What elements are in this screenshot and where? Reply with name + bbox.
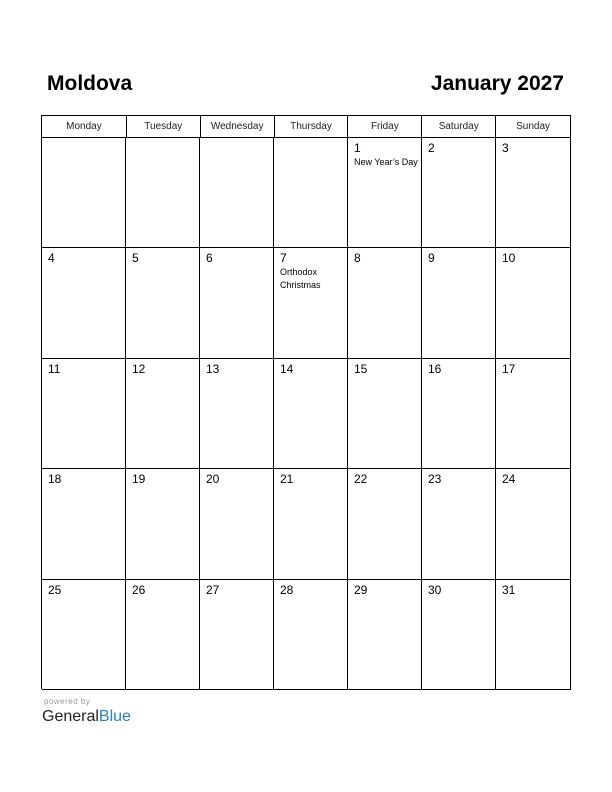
- day-cell: [126, 580, 200, 690]
- week-row-3: [42, 359, 571, 469]
- day-cell: [42, 138, 126, 248]
- day-cell: [200, 469, 274, 579]
- day-cell: [496, 138, 571, 248]
- day-number: 30: [428, 582, 442, 597]
- day-number: 7: [280, 251, 287, 266]
- day-number: 25: [48, 582, 62, 597]
- day-cell: [348, 138, 422, 248]
- day-cell: [274, 469, 348, 579]
- week-row-1: [42, 138, 571, 248]
- day-number: 29: [354, 582, 368, 597]
- day-number: 2: [428, 141, 435, 155]
- week-row-4: [42, 469, 571, 579]
- footer-branding: [42, 697, 131, 727]
- day-cell: [496, 248, 571, 358]
- holiday-label: New Year’s Day: [354, 157, 418, 167]
- weekday-sunday: Sunday: [496, 116, 571, 138]
- day-number: 19: [132, 472, 146, 487]
- day-number: 16: [428, 361, 442, 376]
- day-cell: [348, 580, 422, 690]
- week-row-5: [42, 580, 571, 690]
- calendar-grid: [41, 115, 571, 689]
- day-number: 27: [206, 582, 220, 597]
- day-cell: [126, 359, 200, 469]
- day-cell: [42, 359, 126, 469]
- day-number: 24: [502, 472, 516, 487]
- day-cell: [422, 580, 496, 690]
- day-number: 28: [280, 582, 294, 597]
- day-cell: [200, 248, 274, 358]
- day-cell: [274, 138, 348, 248]
- day-cell: [348, 469, 422, 579]
- day-number: 31: [502, 582, 516, 597]
- day-cell: [496, 359, 571, 469]
- day-number: 14: [280, 361, 294, 376]
- day-number: 22: [354, 472, 368, 487]
- day-cell: [200, 359, 274, 469]
- day-cell: [422, 248, 496, 358]
- day-number: 1: [354, 141, 361, 155]
- day-cell: [200, 138, 274, 248]
- day-number: 8: [354, 251, 361, 266]
- weekday-wednesday: Wednesday: [201, 116, 275, 138]
- day-number: 10: [502, 251, 516, 266]
- day-cell: [422, 359, 496, 469]
- week-row-2: [42, 248, 571, 358]
- day-number: 21: [280, 472, 294, 487]
- day-cell: [42, 469, 126, 579]
- day-cell: [348, 248, 422, 358]
- day-cell: [496, 580, 571, 690]
- day-number: 26: [132, 582, 146, 597]
- day-number: 20: [206, 472, 220, 487]
- day-cell: [496, 469, 571, 579]
- calendar-month-title: January 2027: [430, 72, 564, 95]
- day-cell: [42, 580, 126, 690]
- weekday-friday: Friday: [348, 116, 422, 138]
- day-cell: [126, 248, 200, 358]
- day-cell: [200, 580, 274, 690]
- holiday-label: Orthodox Christmas: [280, 267, 321, 291]
- brand-name-first: General: [42, 708, 99, 725]
- day-cell: [126, 469, 200, 579]
- day-number: 6: [206, 251, 213, 266]
- day-number: 23: [428, 472, 442, 487]
- day-cell: [422, 138, 496, 248]
- brand-logo[interactable]: [42, 707, 131, 727]
- calendar-country-title: Moldova: [47, 72, 133, 95]
- day-number: 3: [502, 141, 509, 155]
- powered-by-text: powered by: [44, 697, 91, 706]
- day-number: 4: [48, 251, 55, 266]
- day-number: 11: [48, 361, 61, 376]
- day-cell: [126, 138, 200, 248]
- day-number: 13: [206, 361, 220, 376]
- weekday-header-row: [42, 116, 571, 138]
- weekday-saturday: Saturday: [422, 116, 496, 138]
- day-cell: [274, 580, 348, 690]
- day-cell: [274, 359, 348, 469]
- day-number: 9: [428, 251, 435, 266]
- day-cell: [274, 248, 348, 358]
- day-cell: [42, 248, 126, 358]
- brand-name-second: Blue: [98, 708, 131, 725]
- day-cell: [348, 359, 422, 469]
- weekday-monday: Monday: [42, 116, 127, 138]
- day-number: 15: [354, 361, 368, 376]
- weekday-thursday: Thursday: [275, 116, 349, 138]
- day-number: 12: [132, 361, 146, 376]
- day-number: 17: [502, 361, 516, 376]
- day-cell: [422, 469, 496, 579]
- weekday-tuesday: Tuesday: [127, 116, 201, 138]
- day-number: 5: [132, 251, 139, 266]
- day-number: 18: [48, 472, 62, 487]
